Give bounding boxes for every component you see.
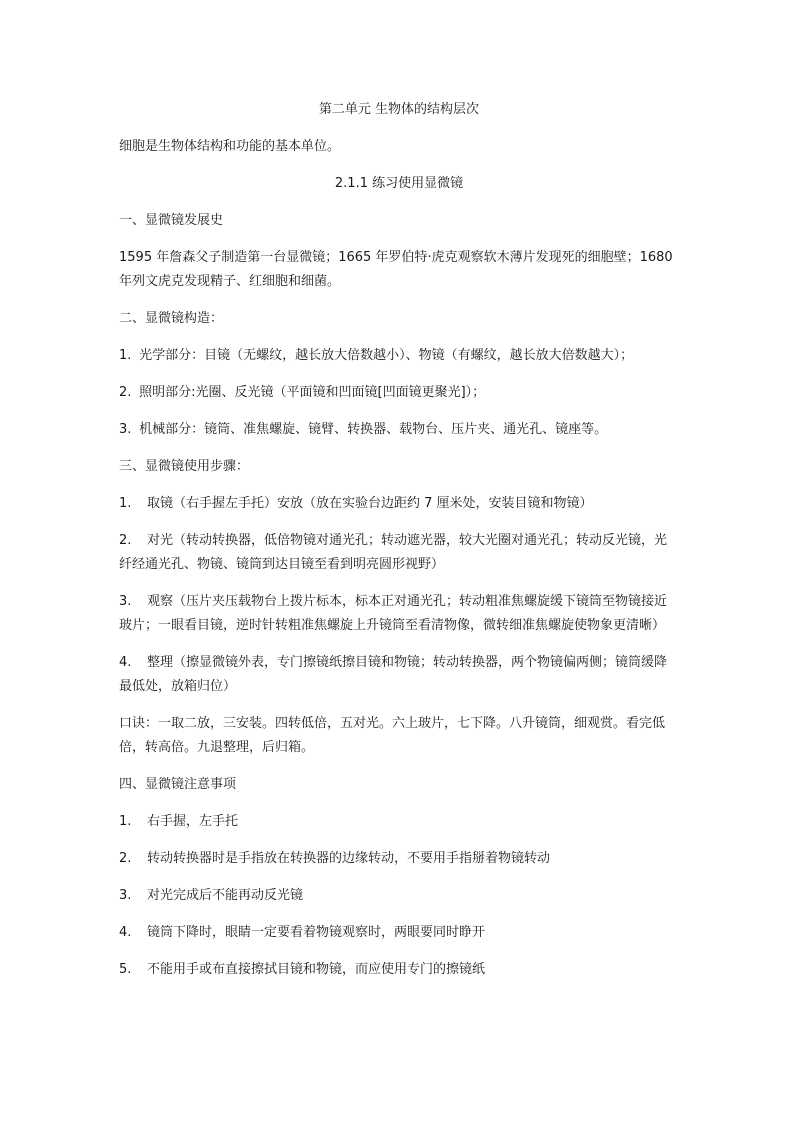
list-item bbox=[119, 921, 679, 945]
list-number: 4. bbox=[119, 925, 132, 940]
list-text: 镜筒下降时，眼睛一定要看着物镜观察时，两眼要同时睁开 bbox=[147, 925, 486, 940]
history-text: 1595 年詹森父子制造第一台显微镜；1665 年罗伯特·虎克观察软木薄片发现死的细胞壁；1680 年列文虎克发现精子、红细胞和细菌。 bbox=[119, 250, 673, 289]
list-text: 照明部分:光圈、反光镜（平面镜和凹面镜[凹面镜更聚光]）； bbox=[139, 385, 486, 400]
list-text: 机械部分：镜筒、准焦螺旋、镜臂、转换器、载物台、压片夹、通光孔、镜座等。 bbox=[139, 422, 608, 437]
list-item bbox=[119, 847, 679, 871]
list-item bbox=[119, 958, 679, 982]
list-number: 3. bbox=[119, 888, 132, 903]
list-text: 取镜（右手握左手托）安放（放在实验台边距约 7 厘米处，安装目镜和物镜） bbox=[147, 496, 593, 511]
list-text: 整理（擦显微镜外表，专门擦镜纸擦目镜和物镜；转动转换器，两个物镜偏两侧；镜筒缓降最低处，放箱归位） bbox=[119, 655, 668, 694]
list-number: 5. bbox=[119, 962, 132, 977]
list-number: 2. bbox=[119, 851, 132, 866]
heading-steps: 三、显微镜使用步骤： bbox=[119, 459, 250, 474]
heading-notes: 四、显微镜注意事项 bbox=[119, 777, 237, 792]
list-text: 对光（转动转换器，低倍物镜对通光孔；转动遮光器，较大光圈对通光孔；转动反光镜，光纤经通光孔、物镜、镜筒到达目镜至看到明亮圆形视野） bbox=[119, 533, 668, 572]
list-text: 观察（压片夹压载物台上拨片标本，标本正对通光孔；转动粗准焦螺旋缓下镜筒至物镜接近玻片；一眼看目镜，逆时针转粗准焦螺旋上升镜筒至看清物像，微转细准焦螺旋使物象更清晰） bbox=[119, 594, 668, 633]
heading-structure: 二、显微镜构造： bbox=[119, 311, 224, 326]
unit-title: 第二单元 生物体的结构层次 bbox=[318, 102, 480, 117]
list-text: 转动转换器时是手指放在转换器的边缘转动，不要用手指掰着物镜转动 bbox=[147, 851, 551, 866]
list-item bbox=[119, 418, 679, 442]
list-item bbox=[119, 651, 679, 699]
list-item bbox=[119, 492, 679, 516]
list-text: 右手握，左手托 bbox=[147, 814, 239, 829]
list-text: 光学部分：目镜（无螺纹，越长放大倍数越小）、物镜（有螺纹，越长放大倍数越大）； bbox=[139, 348, 634, 363]
document-page bbox=[119, 98, 679, 995]
list-number: 3. bbox=[119, 594, 132, 609]
list-item bbox=[119, 381, 679, 405]
list-number: 1. bbox=[119, 496, 132, 511]
list-item bbox=[119, 810, 679, 834]
list-item bbox=[119, 590, 679, 638]
list-item bbox=[119, 344, 679, 368]
intro-text: 细胞是生物体结构和功能的基本单位。 bbox=[119, 139, 341, 154]
list-number: 2. bbox=[119, 533, 132, 548]
list-number: 1. bbox=[119, 348, 132, 363]
list-item bbox=[119, 884, 679, 908]
section-title: 2.1.1 练习使用显微镜 bbox=[334, 176, 464, 191]
list-item bbox=[119, 529, 679, 577]
list-text: 对光完成后不能再动反光镜 bbox=[147, 888, 304, 903]
list-text: 不能用手或布直接擦拭目镜和物镜，而应使用专门的擦镜纸 bbox=[147, 962, 486, 977]
list-number: 2. bbox=[119, 385, 132, 400]
list-number: 1. bbox=[119, 814, 132, 829]
mnemonic-text: 口诀：一取二放，三安装。四转低倍，五对光。六上玻片，七下降。八升镜筒，细观赏。看完低倍，转高倍。九退整理，后归箱。 bbox=[119, 716, 666, 755]
list-number: 4. bbox=[119, 655, 132, 670]
list-number: 3. bbox=[119, 422, 132, 437]
heading-history: 一、显微镜发展史 bbox=[119, 213, 224, 228]
